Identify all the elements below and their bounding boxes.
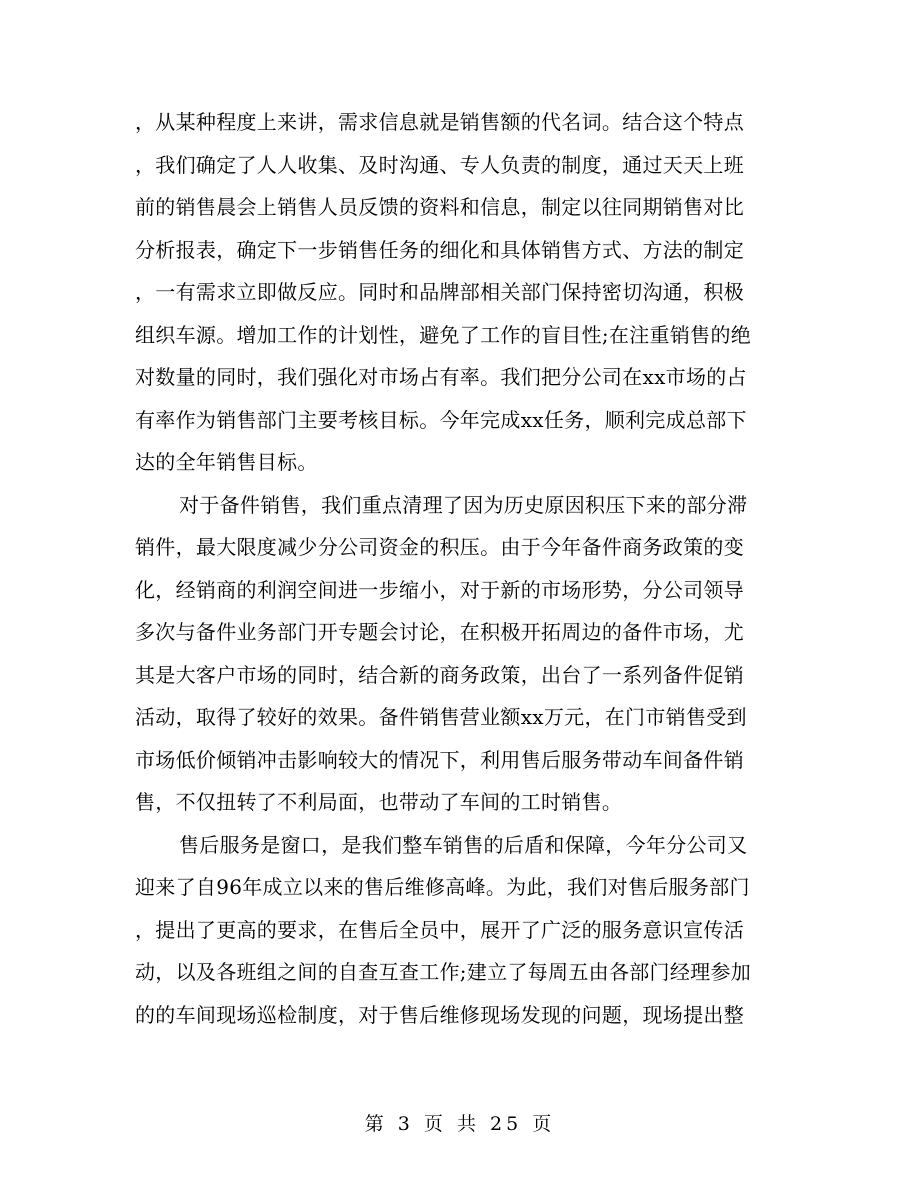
text-line: ，从某种程度上来讲，需求信息就是销售额的代名词。结合这个特点	[135, 110, 744, 134]
text-line: ，提出了更高的要求，在售后全员中，展开了广泛的服务意识宣传活	[135, 917, 744, 942]
text-line: 的的车间现场巡检制度，对于售后维修现场发现的问题，现场提出整	[135, 1002, 744, 1027]
text-line: 前的销售晨会上销售人员反馈的资料和信息，制定以往同期销售对比	[135, 195, 744, 219]
text-line: 分析报表，确定下一步销售任务的细化和具体销售方式、方法的制定	[135, 237, 744, 262]
text-line: 组织车源。增加工作的计划性，避免了工作的盲目性;在注重销售的绝	[135, 322, 752, 347]
text-line: 多次与备件业务部门开专题会讨论，在积极开拓周边的备件市场，尤	[135, 620, 744, 644]
text-line: ，一有需求立即做反应。同时和品牌部相关部门保持密切沟通，积极	[135, 280, 744, 304]
text-line: 动，以及各班组之间的自查互查工作;建立了每周五由各部门经理参加	[135, 960, 752, 984]
text-line: 其是大客户市场的同时，结合新的商务政策，出台了一系列备件促销	[135, 662, 744, 687]
paragraph-start-line: 对于备件销售，我们重点清理了因为历史原因积压下来的部分滞	[179, 492, 748, 517]
text-line: ，我们确定了人人收集、及时沟通、专人负责的制度，通过天天上班	[135, 152, 744, 177]
text-line: 市场低价倾销冲击影响较大的情况下，利用售后服务带动车间备件销	[135, 747, 744, 772]
text-line: 有率作为销售部门主要考核目标。今年完成xx任务，顺利完成总部下	[135, 407, 747, 432]
text-line: 达的全年销售目标。	[135, 450, 318, 474]
text-line: 化，经销商的利润空间进一步缩小，对于新的市场形势，分公司领导	[135, 577, 744, 602]
paragraph-start-line: 售后服务是窗口，是我们整车销售的后盾和保障，今年分公司又	[179, 832, 748, 857]
body-text	[135, 101, 775, 1036]
text-line: 售，不仅扭转了不利局面，也带动了车间的工时销售。	[135, 790, 623, 814]
text-line: 对数量的同时，我们强化对市场占有率。我们把分公司在xx市场的占	[135, 365, 747, 389]
page-number-footer: 第 3 页 共 25 页	[364, 1113, 556, 1135]
text-line: 销件，最大限度减少分公司资金的积压。由于今年备件商务政策的变	[135, 535, 744, 559]
text-line: 活动，取得了较好的效果。备件销售营业额xx万元，在门市销售受到	[135, 705, 747, 729]
text-line: 迎来了自96年成立以来的售后维修高峰。为此，我们对售后服务部门	[135, 875, 750, 899]
